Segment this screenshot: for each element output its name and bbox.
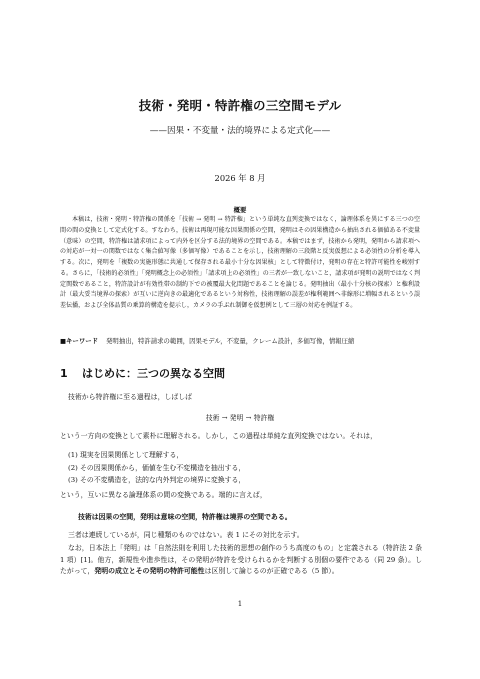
keywords-text: 発明抽出，特許請求の範囲，因果モデル，不変量，クレーム設計，多価写像，情報圧縮 [106, 337, 355, 345]
paper-date: 2026 年 8 月 [214, 173, 266, 183]
steps-list [68, 449, 428, 487]
emphasis-statement: 技術は因果の空間，発明は意味の空間，特許権は境界の空間である。 [78, 513, 292, 521]
formula-line: 技術 → 発明 → 特許権 [205, 414, 275, 422]
paper-title: 技術・発明・特許権の三空間モデル [138, 98, 342, 113]
list-item: (1) 現実を因果関係として理解する， [68, 451, 184, 459]
list-item: (3) その不変構造を，法的な内外判定の境界に変換する， [68, 476, 246, 484]
section-intro: 技術から特許権に至る過程は，しばしば [68, 393, 193, 401]
section-number: 1 [60, 367, 68, 380]
section-title: はじめに：三つの異なる空間 [82, 367, 225, 380]
paragraph-last-c: は区別して論じるのが正確である（5 節）。 [204, 567, 339, 575]
paragraph-after-formula: という一方向の変換として素朴に理解される。しかし，この過程は単純な直列変換ではない。それは， [60, 432, 377, 440]
paragraph-last-a: なお，日本法上「発明」は「自然法則を利用した技術的思想の創作のうち高度のもの」と定義される（特許法 2 条 1 項）[1]。他方，新規性や進歩性は，その発明が特許を受けられるかを判断する別個の要件である（同 29 条）。したがって， [60, 544, 422, 575]
paragraph-last-bold: 発明の成立とその発明の特許可能性 [94, 567, 205, 575]
list-item: (2) その因果関係から，価値を生む不変構造を抽出する， [68, 463, 246, 472]
paragraph-last [60, 543, 422, 578]
section-heading [60, 365, 225, 381]
page-number: 1 [237, 600, 243, 608]
keywords-label: ■キーワード [60, 337, 98, 345]
paper-subtitle: ——因果・不変量・法的境界による定式化—— [149, 126, 331, 136]
keywords [60, 336, 440, 346]
paragraph-note: 三者は連続しているが，同じ種類のものではない。表 1 にその対比を示す。 [68, 531, 304, 539]
paragraph-after-list: という，互いに異なる論理体系の間の変換である。端的に言えば， [60, 491, 267, 499]
abstract-body: 本稿は，技術・発明・特許権の関係を「技術 → 発明 → 特許権」という単純な直列変換ではなく，論理体系を異にする三つの空間の間の変換として定式化する。すなわち，技術は再現可能な因果関係の空間，発明はその因果構造から抽出される価値ある不変量（意味）の空間，特許権は請求項によって内外を区分する法的境界の空間である。本稿ではまず，技術から発明，発明から請求項への対応が一対一の関数ではなく集合値写像（多価写像）であることを示し，技術理解の三段階と反実仮想による必須性の分析を導入する。次に，発明を「複数の実施形態に共通して保存される最小十分な因果核」として特徴付け，発明の存在と特許可能性を峻別する。さらに，「技術的必須性」「発明概念上の必須性」「請求項上の必須性」の三者が一致しないこと，請求項が発明の説明ではなく判定関数であること，特許設計が有効性帯の制約下での被覆最大化問題であることを論じる。発明抽出（最小十分核の探索）と権利設計（最大妥当境界の探索）が互いに逆向きの最適化であるという対称性，技術理解の誤差が権利範囲へ非線形に増幅されるという誤差伝播，および全体品質の乗算的構造を提示し，カメラの手ぶれ制御を仮想例として三層の対応を例証する。 [60, 216, 420, 309]
abstract-heading: 概要 [233, 206, 247, 214]
